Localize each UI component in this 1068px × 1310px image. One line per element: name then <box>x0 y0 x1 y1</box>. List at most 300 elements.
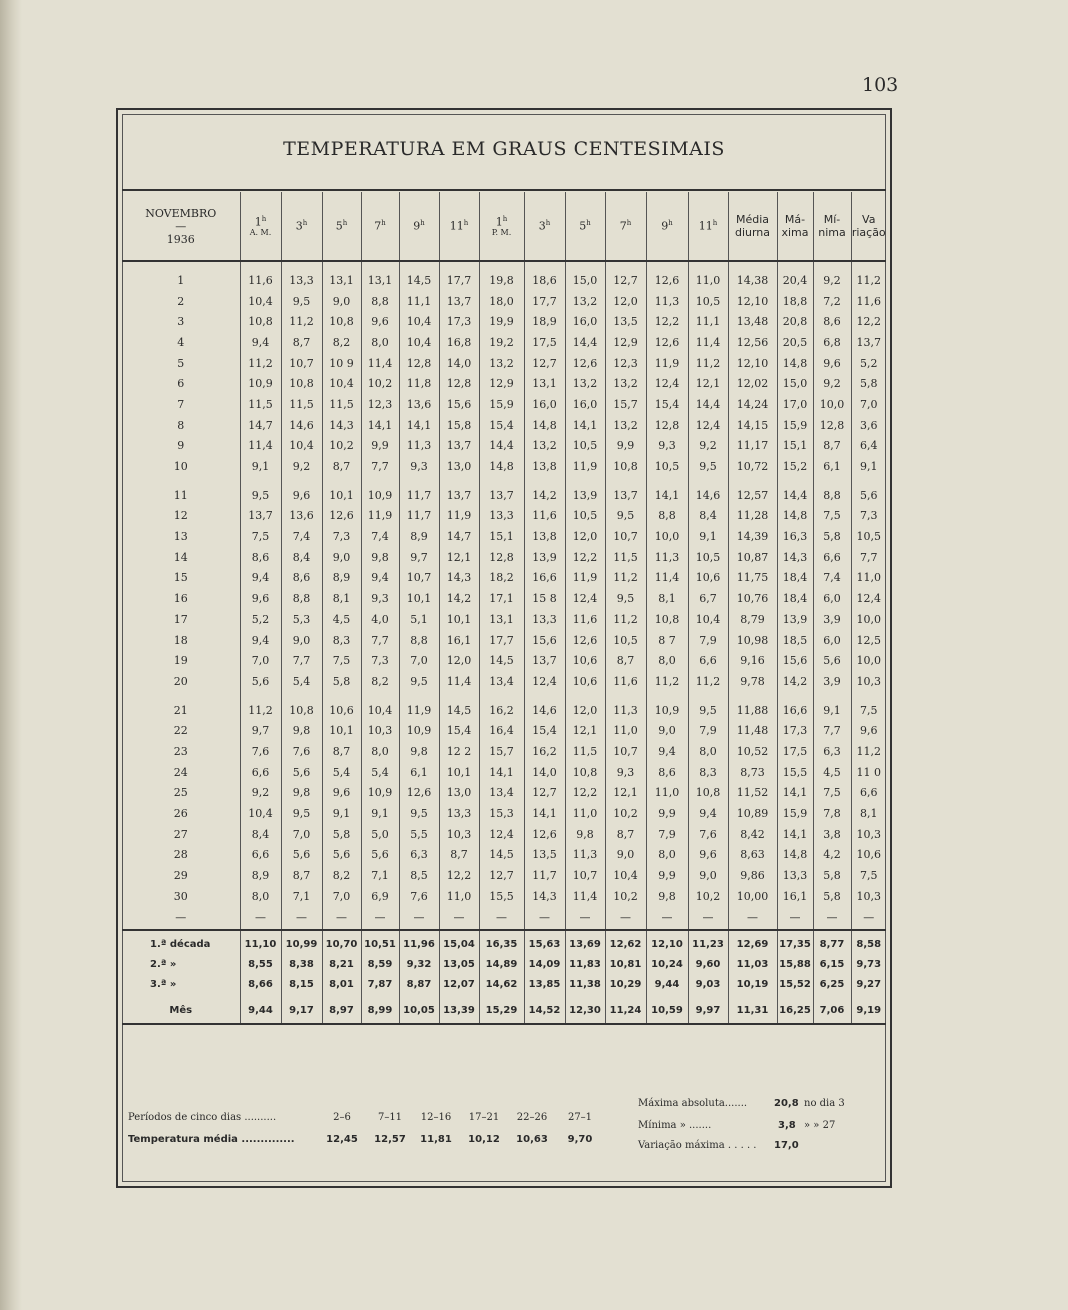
hour-header-value: 5$^h$ <box>335 219 348 233</box>
value-cell: 8,2 <box>361 671 399 692</box>
value-cell: 12,1 <box>439 547 479 568</box>
value-cell: 8,7 <box>322 741 361 762</box>
value-cell: 4,5 <box>322 609 361 630</box>
value-cell: 14,6 <box>281 415 322 436</box>
value-cell: 12,10 <box>646 935 688 955</box>
value-cell: 20,5 <box>777 332 813 353</box>
spacer-cell <box>565 477 605 485</box>
value-cell: 19,9 <box>479 311 524 332</box>
value-cell: 11,4 <box>688 332 728 353</box>
value-cell: 15,5 <box>479 886 524 907</box>
value-cell: 15,9 <box>777 415 813 436</box>
hour-superscript: h <box>626 219 632 228</box>
value-cell: 7,3 <box>322 526 361 547</box>
max-abs-label: Máxima absoluta....... <box>638 1098 748 1109</box>
value-cell: 8,8 <box>361 291 399 312</box>
value-cell: 10,5 <box>605 630 646 651</box>
value-cell: 9,1 <box>240 456 281 477</box>
value-cell: 10,1 <box>322 485 361 506</box>
hour-superscript: h <box>463 219 469 228</box>
value-cell: 13,9 <box>777 609 813 630</box>
value-cell: 11,17 <box>728 436 777 457</box>
value-cell: 10,0 <box>646 526 688 547</box>
value-cell: 9,2 <box>688 436 728 457</box>
value-cell: 9,6 <box>281 485 322 506</box>
value-cell: 3,9 <box>813 609 851 630</box>
value-cell: 8,7 <box>281 332 322 353</box>
row-label: 19 <box>173 654 188 668</box>
spacer-cell <box>281 477 322 485</box>
value-cell: 9,4 <box>688 803 728 824</box>
day-row <box>122 671 886 692</box>
value-cell: 12,57 <box>728 485 777 506</box>
value-cell: 9,0 <box>322 291 361 312</box>
value-cell: 14,1 <box>479 762 524 783</box>
day-row <box>122 650 886 671</box>
value-cell: 15,4 <box>439 720 479 741</box>
value-cell: 13,1 <box>361 270 399 291</box>
value-cell: 7,8 <box>813 803 851 824</box>
spacer-cell <box>851 261 886 270</box>
day-row <box>122 547 886 568</box>
value-cell: 15,6 <box>439 394 479 415</box>
month-header <box>122 192 240 261</box>
value-cell: 9,6 <box>813 353 851 374</box>
value-cell: 10,8 <box>322 311 361 332</box>
value-cell: 11 0 <box>851 762 886 783</box>
row-label: 3.ª » <box>150 979 177 991</box>
day-row <box>122 886 886 907</box>
value-cell: 11,52 <box>728 783 777 804</box>
day-row <box>122 436 886 457</box>
day-row <box>122 311 886 332</box>
value-cell: 5,1 <box>399 609 439 630</box>
value-cell: 17,7 <box>479 630 524 651</box>
value-cell: 11,7 <box>524 865 565 886</box>
value-cell: 10,19 <box>728 975 777 995</box>
value-cell: 15,2 <box>777 456 813 477</box>
value-cell: 14,4 <box>688 394 728 415</box>
row-label: 12 <box>173 509 188 523</box>
value-cell: 10,98 <box>728 630 777 651</box>
value-cell: 15,0 <box>565 270 605 291</box>
spacer-cell <box>479 261 524 270</box>
value-cell: 5,6 <box>361 845 399 866</box>
value-cell: 17,5 <box>777 741 813 762</box>
day-row <box>122 485 886 506</box>
value-cell: 8,6 <box>646 762 688 783</box>
spacer-cell <box>281 261 322 270</box>
value-cell: 14,1 <box>646 485 688 506</box>
spacer-cell <box>728 477 777 485</box>
value-cell: 9,44 <box>240 999 281 1024</box>
spacer-cell <box>122 477 240 485</box>
hour-header <box>439 192 479 261</box>
value-cell: 10,5 <box>688 547 728 568</box>
value-cell: 16,2 <box>524 741 565 762</box>
value-cell: — <box>399 907 439 930</box>
value-cell: 12,8 <box>813 415 851 436</box>
hour-header-value: 7$^h$ <box>374 219 386 233</box>
value-cell: 9,19 <box>851 999 886 1024</box>
spacer-row <box>122 692 886 700</box>
hour-superscript: h <box>420 219 425 228</box>
value-cell: 11,9 <box>361 506 399 527</box>
value-cell: 11,4 <box>240 436 281 457</box>
value-cell: 11,4 <box>646 568 688 589</box>
value-cell: 9,6 <box>240 588 281 609</box>
value-cell: 11,5 <box>240 394 281 415</box>
value-cell: 16,3 <box>777 526 813 547</box>
hour-header <box>281 192 322 261</box>
spacer-cell <box>240 261 281 270</box>
value-cell: 10,81 <box>605 955 646 975</box>
var-label: Variação máxima . . . . . <box>638 1140 757 1151</box>
value-cell: 18,8 <box>777 291 813 312</box>
value-cell: 7,5 <box>322 650 361 671</box>
value-cell: 12,6 <box>322 506 361 527</box>
value-cell: 17,1 <box>479 588 524 609</box>
spacer-cell <box>361 477 399 485</box>
value-cell: 14,6 <box>524 700 565 721</box>
value-cell: 14,4 <box>777 485 813 506</box>
value-cell: — <box>281 907 322 930</box>
row-label: 22 <box>173 724 188 738</box>
value-cell: 13,1 <box>524 373 565 394</box>
value-cell: 12,2 <box>565 783 605 804</box>
value-cell: 12,4 <box>646 373 688 394</box>
day-row <box>122 824 886 845</box>
value-cell: 10,51 <box>361 935 399 955</box>
value-cell: 11,2 <box>605 568 646 589</box>
value-cell: — <box>851 907 886 930</box>
value-cell: 10,0 <box>851 650 886 671</box>
value-cell: 12,5 <box>851 630 886 651</box>
value-cell: 9,0 <box>605 845 646 866</box>
value-cell: 10,3 <box>851 671 886 692</box>
value-cell: 14,5 <box>479 650 524 671</box>
value-cell: 9,0 <box>281 630 322 651</box>
value-cell: 14,4 <box>565 332 605 353</box>
value-cell: 11,5 <box>322 394 361 415</box>
value-cell: 7,5 <box>813 783 851 804</box>
value-cell: 13,05 <box>439 955 479 975</box>
value-cell: 11,6 <box>851 291 886 312</box>
value-cell: 13,7 <box>439 485 479 506</box>
value-cell: 13,0 <box>439 783 479 804</box>
value-cell: 9,5 <box>399 671 439 692</box>
value-cell: 12,69 <box>728 935 777 955</box>
value-cell: 18,6 <box>524 270 565 291</box>
hour-superscript: h <box>668 219 673 228</box>
value-cell: 13,7 <box>479 485 524 506</box>
row-label: 1.ª década <box>150 939 211 951</box>
value-cell: 15,52 <box>777 975 813 995</box>
value-cell: 5,8 <box>813 886 851 907</box>
spacer-cell <box>688 477 728 485</box>
value-cell: 11,0 <box>605 720 646 741</box>
value-cell: 13,1 <box>322 270 361 291</box>
value-cell: 20,4 <box>777 270 813 291</box>
variacao-header-line2: riação <box>851 226 886 239</box>
value-cell: 5,0 <box>361 824 399 845</box>
value-cell: 10,8 <box>646 609 688 630</box>
value-cell: 5,4 <box>361 762 399 783</box>
value-cell: 17,5 <box>524 332 565 353</box>
minima-header-line2: nima <box>818 226 846 239</box>
spacer-cell <box>439 692 479 700</box>
value-cell: 9,1 <box>322 803 361 824</box>
value-cell: 9,5 <box>281 291 322 312</box>
value-cell: 19,2 <box>479 332 524 353</box>
value-cell: 5,8 <box>322 824 361 845</box>
day-row <box>122 630 886 651</box>
row-label: 16 <box>173 592 188 606</box>
value-cell: 9,3 <box>646 436 688 457</box>
row-label: 6 <box>177 377 185 391</box>
spacer-cell <box>281 692 322 700</box>
row-label: 7 <box>177 397 185 411</box>
value-cell: 15,29 <box>479 999 524 1024</box>
spacer-cell <box>322 261 361 270</box>
spacer-cell <box>524 261 565 270</box>
value-cell: 9,73 <box>851 955 886 975</box>
min-label: Mínima » ....... <box>638 1120 712 1131</box>
value-cell: 9,2 <box>813 373 851 394</box>
value-cell: 9,6 <box>361 311 399 332</box>
value-cell: 14,52 <box>524 999 565 1024</box>
value-cell: 11,9 <box>565 568 605 589</box>
summary-rows <box>122 930 886 1024</box>
value-cell: 10,2 <box>322 436 361 457</box>
value-cell: 15,4 <box>479 415 524 436</box>
value-cell: 8,1 <box>646 588 688 609</box>
value-cell: 8,6 <box>281 568 322 589</box>
value-cell: 10,3 <box>851 824 886 845</box>
value-cell: 9,9 <box>646 865 688 886</box>
hour-header-value: 9$^h$ <box>413 219 425 233</box>
spacer-cell <box>439 261 479 270</box>
value-cell: 12,0 <box>605 291 646 312</box>
value-cell: 14,24 <box>728 394 777 415</box>
value-cell: 11,0 <box>565 803 605 824</box>
day-row <box>122 720 886 741</box>
value-cell: 6,25 <box>813 975 851 995</box>
value-cell: 20,8 <box>777 311 813 332</box>
value-cell: 8,8 <box>281 588 322 609</box>
hour-superscript: h <box>586 219 591 228</box>
row-label: 14 <box>173 550 188 564</box>
value-cell: 10,4 <box>399 332 439 353</box>
value-cell: — <box>728 907 777 930</box>
value-cell: 12,4 <box>851 588 886 609</box>
value-cell: 8,9 <box>399 526 439 547</box>
value-cell: 11,0 <box>688 270 728 291</box>
value-cell: 11,24 <box>605 999 646 1024</box>
period-range: 7–11 <box>377 1112 403 1123</box>
value-cell: 8,4 <box>281 547 322 568</box>
value-cell: 12,4 <box>565 588 605 609</box>
spacer-cell <box>361 692 399 700</box>
value-cell: 14,8 <box>524 415 565 436</box>
spacer-cell <box>322 477 361 485</box>
value-cell: 11,4 <box>361 353 399 374</box>
hour-header-value: 9$^h$ <box>661 219 673 233</box>
period-mean-temp: 12,57 <box>374 1134 406 1145</box>
title-divider <box>122 189 886 191</box>
value-cell: 10,7 <box>605 741 646 762</box>
value-cell: 6,3 <box>813 741 851 762</box>
value-cell: 7,1 <box>281 886 322 907</box>
value-cell: 15,9 <box>777 803 813 824</box>
value-cell: 11,6 <box>524 506 565 527</box>
value-cell: 12,7 <box>524 353 565 374</box>
value-cell: 9,0 <box>322 547 361 568</box>
spacer-cell <box>524 477 565 485</box>
day-row <box>122 353 886 374</box>
value-cell: 16,0 <box>524 394 565 415</box>
day-row <box>122 762 886 783</box>
value-cell: 12,8 <box>646 415 688 436</box>
value-cell: 14,4 <box>479 436 524 457</box>
row-label: 20 <box>173 674 188 688</box>
day-row <box>122 845 886 866</box>
value-cell: 11,5 <box>605 547 646 568</box>
value-cell: 10,1 <box>439 762 479 783</box>
value-cell: 14,0 <box>439 353 479 374</box>
value-cell: 11,2 <box>240 353 281 374</box>
hour-header <box>322 192 361 261</box>
value-cell: 5,3 <box>281 609 322 630</box>
hour-header <box>646 192 688 261</box>
value-cell: 5,6 <box>281 762 322 783</box>
spacer-cell <box>122 261 240 270</box>
value-cell: 9,1 <box>361 803 399 824</box>
value-cell: 8,21 <box>322 955 361 975</box>
value-cell: 8,63 <box>728 845 777 866</box>
value-cell: 12,62 <box>605 935 646 955</box>
value-cell: 8,4 <box>240 824 281 845</box>
value-cell: 10,87 <box>728 547 777 568</box>
value-cell: 11,5 <box>565 741 605 762</box>
value-cell: 11,0 <box>851 568 886 589</box>
value-cell: 6,6 <box>851 783 886 804</box>
value-cell: 8,87 <box>399 975 439 995</box>
value-cell: 13,69 <box>565 935 605 955</box>
value-cell: 13,8 <box>524 526 565 547</box>
value-cell: 15,6 <box>524 630 565 651</box>
day-row <box>122 865 886 886</box>
value-cell: 9,2 <box>240 783 281 804</box>
value-cell: 8,97 <box>322 999 361 1024</box>
value-cell: 12,2 <box>565 547 605 568</box>
row-label: 15 <box>173 571 188 585</box>
row-label: 24 <box>173 765 188 779</box>
spacer-cell <box>479 477 524 485</box>
value-cell: 10,9 <box>361 485 399 506</box>
value-cell: 12,3 <box>361 394 399 415</box>
value-cell: 11,5 <box>281 394 322 415</box>
row-label: 11 <box>173 488 188 502</box>
spacer-cell <box>399 261 439 270</box>
value-cell: 18,4 <box>777 588 813 609</box>
value-cell: 14,15 <box>728 415 777 436</box>
value-cell: 5,6 <box>281 845 322 866</box>
value-cell: — <box>524 907 565 930</box>
value-cell: 11,88 <box>728 700 777 721</box>
value-cell: 12,1 <box>565 720 605 741</box>
value-cell: 8,58 <box>851 935 886 955</box>
value-cell: 7,2 <box>813 291 851 312</box>
value-cell: 10,7 <box>399 568 439 589</box>
value-cell: 10,4 <box>240 803 281 824</box>
value-cell: 9,3 <box>605 762 646 783</box>
value-cell: 15,6 <box>777 650 813 671</box>
spacer-cell <box>851 477 886 485</box>
day-row <box>122 373 886 394</box>
value-cell: 12,6 <box>565 353 605 374</box>
value-cell: 14,3 <box>777 547 813 568</box>
value-cell: 12,6 <box>646 270 688 291</box>
value-cell: 11,2 <box>646 671 688 692</box>
value-cell: 11,2 <box>240 700 281 721</box>
value-cell: 14,38 <box>728 270 777 291</box>
value-cell: 9,2 <box>281 456 322 477</box>
value-cell: 13,9 <box>524 547 565 568</box>
value-cell: 11,2 <box>851 270 886 291</box>
value-cell: 8,01 <box>322 975 361 995</box>
day-row <box>122 394 886 415</box>
value-cell: 10,4 <box>322 373 361 394</box>
hour-superscript: h <box>261 214 267 223</box>
value-cell: 17,3 <box>777 720 813 741</box>
value-cell: 10,8 <box>605 456 646 477</box>
hour-header <box>361 192 399 261</box>
value-cell: 17,7 <box>439 270 479 291</box>
daily-rows <box>122 261 886 930</box>
hour-header <box>605 192 646 261</box>
value-cell: 9,7 <box>240 720 281 741</box>
value-cell: 6,6 <box>688 650 728 671</box>
value-cell: 18,4 <box>777 568 813 589</box>
value-cell: 13,6 <box>399 394 439 415</box>
value-cell: 5,6 <box>240 671 281 692</box>
row-label: 29 <box>173 869 188 883</box>
value-cell: 17,7 <box>524 291 565 312</box>
maxima-header-line1: Má- <box>784 213 806 226</box>
minima-header <box>813 192 851 261</box>
value-cell: 13,6 <box>281 506 322 527</box>
value-cell: 7,0 <box>240 650 281 671</box>
value-cell: 14,1 <box>777 783 813 804</box>
hour-header <box>565 192 605 261</box>
row-label: 2.ª » <box>150 959 177 971</box>
book-binding-edge <box>0 0 22 1310</box>
value-cell: — <box>813 907 851 930</box>
value-cell: 12,3 <box>605 353 646 374</box>
value-cell: 7,7 <box>361 630 399 651</box>
row-label: 17 <box>173 612 188 626</box>
maxima-header <box>777 192 813 261</box>
value-cell: 12,4 <box>688 415 728 436</box>
value-cell: 8,0 <box>646 650 688 671</box>
value-cell: 8,38 <box>281 955 322 975</box>
value-cell: 10,0 <box>851 609 886 630</box>
row-label: 18 <box>173 633 188 647</box>
value-cell: 10,2 <box>361 373 399 394</box>
spacer-cell <box>524 692 565 700</box>
value-cell: 8,4 <box>688 506 728 527</box>
